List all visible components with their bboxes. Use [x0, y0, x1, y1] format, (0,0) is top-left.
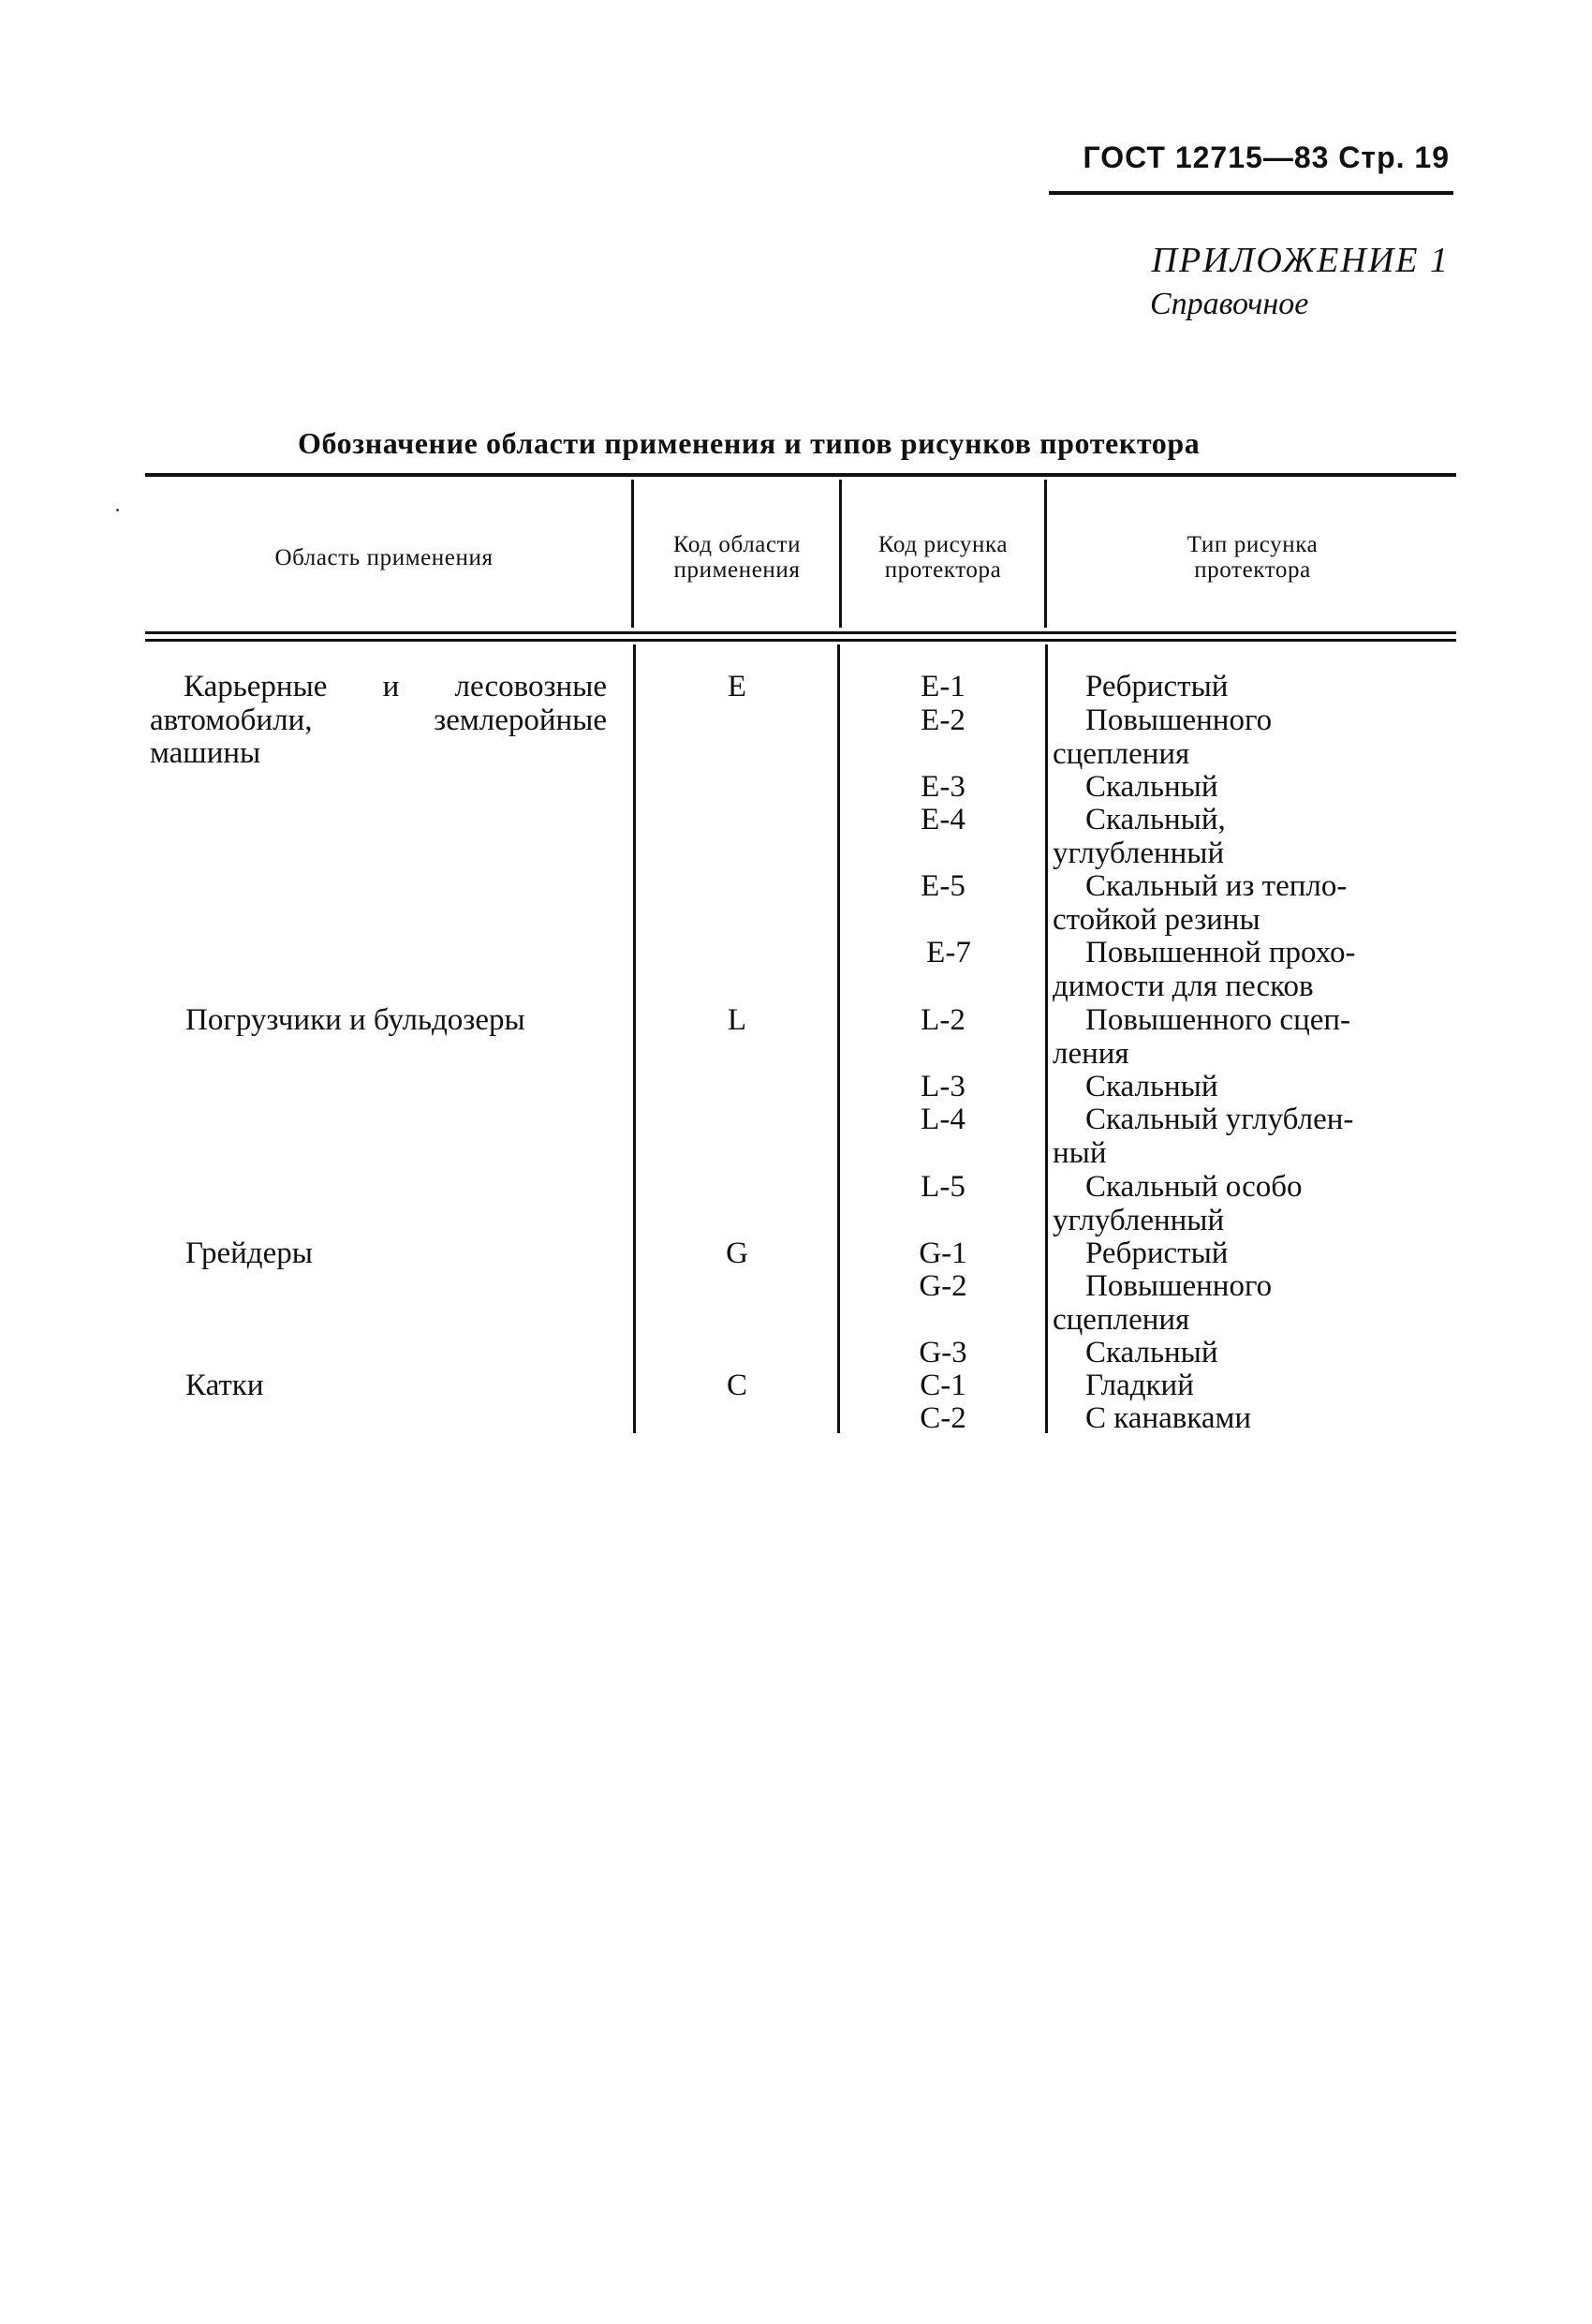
document-header-gost: ГОСТ 12715—83 Стр. 19 — [1083, 141, 1450, 174]
pattern-code-e5: E-5 — [921, 869, 966, 903]
col-sep-3-body — [1045, 644, 1048, 1433]
pattern-type-e5: Скальный из тепло- стойкой резины — [1053, 869, 1348, 937]
pattern-type-e1: Ребристый — [1085, 670, 1229, 703]
pattern-code-l5: L-5 — [921, 1170, 966, 1204]
pattern-code-c1: C-1 — [920, 1369, 966, 1402]
header-underline — [1049, 191, 1453, 195]
area-e-line-1: Карьерные и лесовозные — [184, 670, 607, 703]
pattern-type-g2: Повышенного сцепления — [1053, 1269, 1273, 1337]
table-title: Обозначение области применения и типов рисунков протектора — [298, 426, 1201, 460]
pattern-code-c2: C-2 — [920, 1401, 966, 1435]
area-code-l: L — [727, 1003, 747, 1037]
pattern-code-e3: E-3 — [921, 770, 966, 804]
area-code-c: C — [726, 1369, 747, 1402]
pattern-code-l2: L-2 — [921, 1003, 966, 1037]
area-code-g: G — [726, 1236, 748, 1270]
col-sep-2-header — [839, 480, 842, 628]
pattern-type-c2: С канавками — [1085, 1401, 1252, 1435]
column-header-area: Область применения — [274, 545, 494, 570]
table-header-rule-2 — [145, 639, 1456, 642]
col-sep-1-header — [631, 480, 634, 628]
col-sep-3-header — [1044, 480, 1047, 628]
pattern-code-g1: G-1 — [919, 1236, 967, 1270]
pattern-type-e7: Повышенной прохо- димости для песков — [1053, 936, 1356, 1003]
pattern-code-l4: L-4 — [921, 1103, 966, 1136]
pattern-type-c1: Гладкий — [1085, 1369, 1194, 1402]
pattern-type-l5: Скальный особо углубленный — [1053, 1170, 1303, 1237]
area-loaders: Погрузчики и бульдозеры — [185, 1003, 525, 1037]
appendix-type: Справочное — [1150, 287, 1309, 321]
pattern-type-e2: Повышенного сцепления — [1053, 703, 1273, 771]
scan-speck — [116, 509, 119, 511]
pattern-code-e4: E-4 — [921, 803, 966, 836]
col-sep-1-body — [633, 644, 636, 1433]
area-code-e: E — [727, 670, 747, 703]
area-graders: Грейдеры — [185, 1236, 313, 1270]
column-header-area-code: Код области применения — [672, 532, 802, 583]
pattern-type-e3: Скальный — [1085, 770, 1218, 804]
pattern-type-l2: Повышенного сцеп- ления — [1053, 1003, 1351, 1071]
area-e-line-3: машины — [150, 736, 261, 770]
column-header-pattern-code: Код рисунка протектора — [877, 532, 1009, 583]
area-rollers: Катки — [185, 1369, 264, 1402]
pattern-type-l3: Скальный — [1085, 1070, 1218, 1103]
pattern-code-g2: G-2 — [919, 1269, 967, 1303]
table-top-rule — [145, 473, 1456, 477]
column-header-pattern-type: Тип рисунка протектора — [1187, 532, 1319, 583]
appendix-title: ПРИЛОЖЕНИЕ 1 — [1151, 241, 1450, 280]
table-header-rule-1 — [145, 631, 1456, 634]
pattern-code-l3: L-3 — [921, 1070, 966, 1103]
pattern-type-g3: Скальный — [1085, 1336, 1218, 1369]
pattern-code-g3: G-3 — [919, 1336, 967, 1369]
pattern-type-e4: Скальный, углубленный — [1053, 803, 1226, 870]
col-sep-2-body — [837, 644, 840, 1433]
pattern-type-g1: Ребристый — [1085, 1236, 1229, 1270]
pattern-code-e1: E-1 — [921, 670, 966, 703]
area-e-line-2: автомобили, землеройные — [150, 703, 607, 737]
pattern-code-e7: E-7 — [926, 936, 971, 970]
pattern-type-l4: Скальный углублен- ный — [1053, 1103, 1354, 1170]
pattern-code-e2: E-2 — [921, 703, 966, 737]
